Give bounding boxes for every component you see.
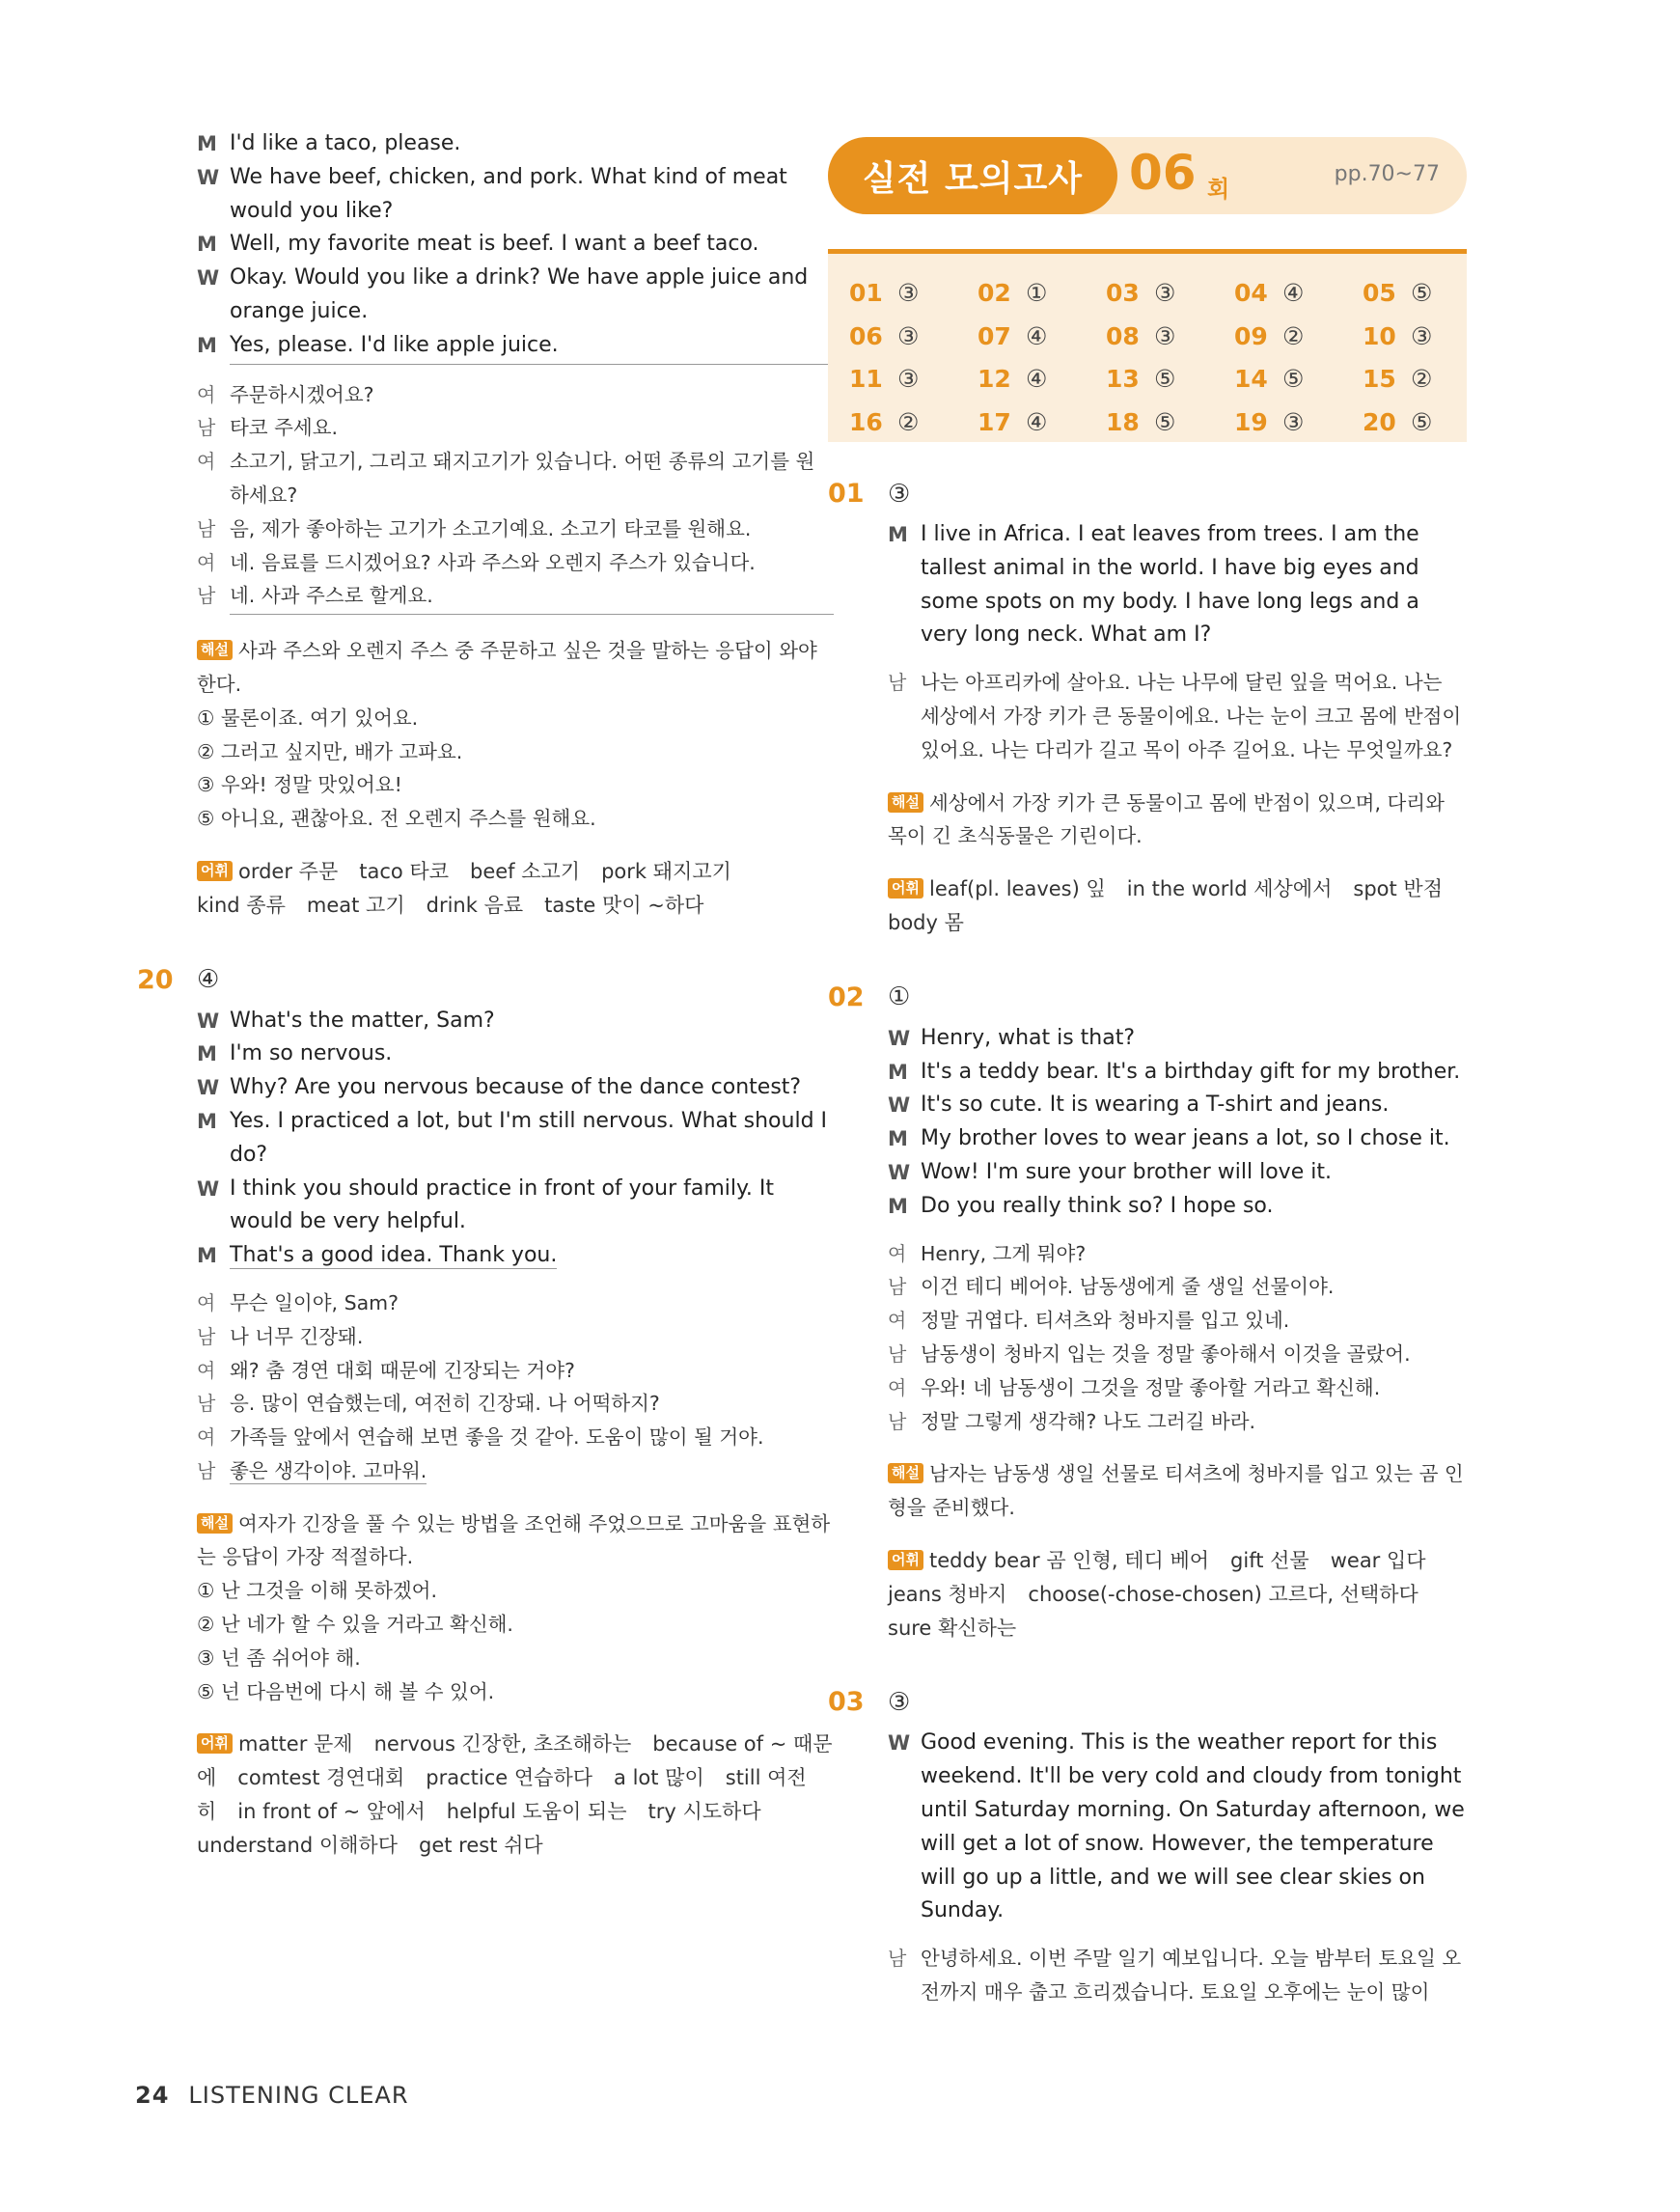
- answer-key-item: [1363, 408, 1491, 443]
- utterance: We have beef, chicken, and pork. What kind of meat would you like?: [230, 164, 787, 223]
- speaker: W: [197, 1076, 220, 1100]
- q02-vocab: [828, 1544, 1465, 1645]
- vocab-item: order 주문: [237, 859, 339, 883]
- q01-dialogue: [828, 518, 1465, 652]
- speaker: 남: [197, 584, 216, 608]
- speaker: M: [197, 1109, 217, 1133]
- vocab-item: practice 연습하다: [426, 1766, 593, 1790]
- answer-key-number: 02: [978, 279, 1011, 307]
- vocab-item: nervous 긴장한, 초조해하는: [373, 1732, 632, 1756]
- answer-key-grid: [828, 249, 1467, 442]
- speaker: M: [888, 1127, 908, 1151]
- translation: 응. 많이 연습했는데, 여전히 긴장돼. 나 어떡하지?: [230, 1392, 660, 1416]
- question-number: 01: [828, 479, 865, 509]
- page-range: pp.70~77: [1334, 162, 1440, 186]
- answer-key-choice: ②: [1282, 321, 1305, 350]
- answer-key-number: 20: [1363, 407, 1396, 436]
- answer-key-choice: ③: [897, 279, 920, 307]
- dialogue-line: [888, 1022, 1465, 1056]
- answer-key-choice: ③: [897, 365, 920, 393]
- answer-key-number: 16: [849, 407, 883, 436]
- korean-line: [197, 579, 834, 615]
- answer-key-number: 17: [978, 407, 1011, 436]
- speaker: M: [197, 1244, 217, 1268]
- speaker: 여: [888, 1241, 907, 1265]
- page-number: 24: [135, 2082, 170, 2109]
- translation: 왜? 춤 경연 대회 때문에 긴장되는 거야?: [230, 1358, 575, 1382]
- translation: 나 너무 긴장돼.: [230, 1324, 364, 1348]
- answer-utterance: Yes, please. I'd like apple juice.: [230, 329, 834, 365]
- answer-key-number: 19: [1234, 407, 1268, 436]
- answer-key-item: [1106, 408, 1234, 443]
- question-answer: ①: [888, 982, 911, 1012]
- translation: 타코 주세요.: [230, 416, 339, 440]
- korean-line: [197, 445, 834, 512]
- q01-korean: [828, 666, 1465, 766]
- q19-vocab: [197, 855, 834, 923]
- vocab-badge: 어휘: [197, 1733, 233, 1754]
- q19-explanation: [197, 634, 834, 836]
- vocab-item: get rest 쉬다: [419, 1833, 543, 1857]
- question-answer: ④: [197, 965, 220, 995]
- speaker: M: [888, 523, 908, 546]
- speaker: M: [197, 1042, 217, 1066]
- answer-key-choice: ④: [1026, 407, 1048, 436]
- translation: 무슨 일이야, Sam?: [230, 1290, 399, 1314]
- speaker: W: [197, 1176, 220, 1201]
- utterance: What's the matter, Sam?: [230, 1008, 495, 1033]
- book-title: LISTENING CLEAR: [188, 2082, 409, 2109]
- option-note: ① 난 그것을 이해 못하겠어.: [197, 1579, 437, 1603]
- answer-key-item: [1234, 408, 1363, 443]
- translation: 가족들 앞에서 연습해 보면 좋을 것 같아. 도움이 많이 될 거야.: [230, 1425, 764, 1450]
- utterance: I'd like a taco, please.: [230, 131, 461, 155]
- answer-key-number: 14: [1234, 365, 1268, 393]
- answer-key-number: 08: [1106, 321, 1140, 350]
- vocab-item: jeans 청바지: [888, 1582, 1007, 1606]
- dialogue-line: [197, 161, 834, 229]
- dialogue-line: [197, 262, 834, 329]
- korean-line: [197, 1320, 834, 1354]
- dialogue-line: [888, 1089, 1465, 1122]
- page-footer: [135, 2082, 409, 2109]
- speaker: 여: [197, 550, 216, 574]
- explanation-badge: 해설: [197, 640, 233, 660]
- vocab-item: in front of ~ 앞에서: [237, 1800, 426, 1824]
- speaker: 남: [197, 1458, 216, 1482]
- answer-key-number: 10: [1363, 321, 1396, 350]
- q01-explanation: [828, 787, 1465, 854]
- utterance: Do you really think so? I hope so.: [921, 1193, 1274, 1218]
- utterance: It's a teddy bear. It's a birthday gift for my brother.: [921, 1059, 1461, 1084]
- answer-key-item: [978, 408, 1106, 443]
- korean-line: [197, 1286, 834, 1320]
- vocab-item: choose(-chose-chosen) 고르다, 선택하다: [1028, 1582, 1418, 1606]
- q20-explanation: [197, 1507, 834, 1709]
- test-header: [828, 137, 1467, 214]
- question-01-header: [828, 479, 1465, 509]
- explanation-badge: 해설: [888, 792, 923, 813]
- dialogue-line: [197, 1173, 834, 1240]
- utterance: I think you should practice in front of your family. It would be very helpful.: [230, 1175, 774, 1234]
- vocab-item: in the world 세상에서: [1126, 877, 1333, 901]
- dialogue-line: [197, 1071, 834, 1105]
- explanation-text: 해설 여자가 긴장을 풀 수 있는 방법을 조언해 주었으므로 고마움을 표현하는 응답이 가장 적절하다.: [197, 1511, 831, 1569]
- utterance: My brother loves to wear jeans a lot, so I chose it.: [921, 1126, 1450, 1151]
- answer-key-item: [1106, 365, 1234, 400]
- q02-korean: [828, 1237, 1465, 1439]
- dialogue-line: [888, 518, 1465, 652]
- speaker: M: [197, 333, 217, 357]
- speaker: 남: [197, 1324, 216, 1348]
- answer-key-choice: ①: [1026, 279, 1048, 307]
- dialogue-line: [197, 1037, 834, 1071]
- q03-korean: [828, 1942, 1465, 2009]
- left-column: [137, 127, 834, 1863]
- speaker: 여: [197, 1290, 216, 1314]
- dialogue-line: [888, 1056, 1465, 1090]
- translation: 소고기, 닭고기, 그리고 돼지고기가 있습니다. 어떤 종류의 고기를 원하세요?: [230, 450, 815, 507]
- answer-key-number: 18: [1106, 407, 1140, 436]
- korean-line: [197, 378, 834, 412]
- option-note: ③ 넌 좀 쉬어야 해.: [197, 1645, 361, 1670]
- speaker: W: [197, 266, 220, 290]
- vocab-badge: 어휘: [888, 1550, 923, 1570]
- answer-key-item: [849, 279, 978, 314]
- vocab-item: leaf(pl. leaves) 잎: [928, 877, 1106, 901]
- utterance: I live in Africa. I eat leaves from trees. I am the tallest animal in the world. I have big eyes and some spots on my body. I have long legs and a very long neck. What am I?: [921, 522, 1419, 648]
- korean-line: [197, 512, 834, 546]
- answer-key-number: 11: [849, 365, 883, 393]
- explanation-badge: 해설: [197, 1513, 233, 1534]
- dialogue-line: [197, 228, 834, 262]
- utterance: Wow! I'm sure your brother will love it.: [921, 1159, 1332, 1184]
- q20-dialogue: [197, 1005, 834, 1273]
- speaker: 남: [888, 1341, 907, 1366]
- answer-key-item: [1234, 322, 1363, 357]
- speaker: 남: [888, 1947, 907, 1971]
- question-answer: ③: [888, 479, 911, 509]
- korean-line: [888, 1304, 1465, 1338]
- answer-key-number: 13: [1106, 365, 1140, 393]
- explanation-badge: 해설: [888, 1463, 923, 1483]
- test-title: 실전 모의고사: [828, 137, 1117, 214]
- answer-key-choice: ⑤: [1411, 279, 1433, 307]
- answer-key-number: 09: [1234, 321, 1268, 350]
- dialogue-line: [197, 329, 834, 365]
- vocab-item: try 시도하다: [647, 1800, 761, 1824]
- dialogue-line: [888, 1190, 1465, 1224]
- answer-key-choice: ③: [1282, 407, 1305, 436]
- answer-key-choice: ④: [1282, 279, 1305, 307]
- answer-key-number: 06: [849, 321, 883, 350]
- answer-key-choice: ③: [897, 321, 920, 350]
- option-note: ② 난 네가 할 수 있을 거라고 확신해.: [197, 1613, 513, 1637]
- korean-line: [888, 666, 1465, 766]
- utterance: Yes. I practiced a lot, but I'm still nervous. What should I do?: [230, 1108, 828, 1167]
- question-20-header: [137, 965, 834, 995]
- vocab-item: matter 문제: [237, 1732, 353, 1756]
- q19-dialogue: [197, 127, 834, 365]
- answer-key-item: [849, 365, 978, 400]
- utterance: It's so cute. It is wearing a T-shirt and jeans.: [921, 1092, 1390, 1118]
- vocab-item: beef 소고기: [469, 859, 581, 883]
- answer-key-number: 04: [1234, 279, 1268, 307]
- speaker: M: [888, 1060, 908, 1084]
- option-note: ⑤ 아니요, 괜찮아요. 전 오렌지 주스를 원해요.: [197, 807, 596, 831]
- dialogue-line: [888, 1727, 1465, 1928]
- korean-line: [197, 546, 834, 580]
- translation: 정말 그렇게 생각해? 나도 그러길 바라.: [921, 1409, 1256, 1433]
- answer-key-choice: ②: [1411, 365, 1433, 393]
- answer-key-item: [1234, 279, 1363, 314]
- korean-line: [888, 1371, 1465, 1405]
- korean-line: [197, 411, 834, 445]
- right-column: [828, 479, 1465, 2009]
- answer-key-number: 07: [978, 321, 1011, 350]
- vocab-item: understand 이해하다: [197, 1833, 399, 1857]
- utterance: Henry, what is that?: [921, 1025, 1136, 1050]
- answer-key-number: 03: [1106, 279, 1140, 307]
- q19-korean: [197, 378, 834, 616]
- vocab-item: body 몸: [888, 910, 964, 934]
- answer-key-choice: ②: [897, 407, 920, 436]
- dialogue-line: [888, 1156, 1465, 1190]
- speaker: W: [888, 1093, 911, 1118]
- translation: 나는 아프리카에 살아요. 나는 나무에 달린 잎을 먹어요. 나는 세상에서 가장 키가 큰 동물이에요. 나는 눈이 크고 몸에 반점이 있어요. 나는 다리가 길고 목이 아주 길어요. 나는 무엇일까요?: [921, 671, 1462, 761]
- korean-line: [888, 1237, 1465, 1271]
- answer-key-number: 01: [849, 279, 883, 307]
- speaker: M: [888, 1194, 908, 1218]
- question-number: 03: [828, 1687, 865, 1718]
- answer-key-item: [978, 322, 1106, 357]
- q01-vocab: [828, 872, 1465, 940]
- speaker: 남: [888, 1275, 907, 1299]
- utterance: Why? Are you nervous because of the dance contest?: [230, 1075, 802, 1100]
- utterance: Good evening. This is the weather report for this weekend. It'll be very cold and cloudy from tonight until Saturday morning. On Saturday afternoon, we will get a lot of snow. However, the temperature will go up a little, and we will see clear skies on Sunday.: [921, 1730, 1465, 1923]
- dialogue-line: [197, 1239, 834, 1273]
- vocab-item: still 여전히: [197, 1766, 807, 1824]
- q02-explanation: [828, 1457, 1465, 1525]
- vocab-item: because of ~ 때문에: [197, 1732, 833, 1790]
- option-note: ③ 우와! 정말 맛있어요!: [197, 773, 402, 797]
- speaker: 남: [888, 671, 907, 695]
- dialogue-line: [197, 1005, 834, 1038]
- speaker: 여: [197, 450, 216, 474]
- translation: Henry, 그게 뭐야?: [921, 1241, 1087, 1265]
- vocab-item: drink 음료: [426, 893, 524, 917]
- vocab-item: spot 반점: [1353, 877, 1443, 901]
- q02-dialogue: [828, 1022, 1465, 1224]
- answer-key-item: [1363, 279, 1491, 314]
- dialogue-line: [197, 127, 834, 161]
- korean-line: [197, 1354, 834, 1388]
- test-number-suffix: 회: [1207, 176, 1230, 203]
- vocab-item: taste 맛이 ~하다: [544, 893, 704, 917]
- translation: 네. 음료를 드시겠어요? 사과 주스와 오렌지 주스가 있습니다.: [230, 550, 756, 574]
- option-note: ⑤ 넌 다음번에 다시 해 볼 수 있어.: [197, 1679, 495, 1703]
- speaker: 여: [197, 1358, 216, 1382]
- utterance: Okay. Would you like a drink? We have apple juice and orange juice.: [230, 265, 809, 323]
- q20-vocab: [197, 1728, 834, 1862]
- translation: 정말 귀엽다. 티셔츠와 청바지를 입고 있네.: [921, 1309, 1290, 1333]
- q03-dialogue: [828, 1727, 1465, 1928]
- answer-key-choice: ④: [1026, 365, 1048, 393]
- speaker: W: [197, 1009, 220, 1033]
- speaker: 여: [888, 1309, 907, 1333]
- answer-key-choice: ④: [1026, 321, 1048, 350]
- option-note: ① 물론이죠. 여기 있어요.: [197, 705, 419, 730]
- vocab-item: wear 입다: [1330, 1548, 1426, 1572]
- answer-key-item: [1363, 365, 1491, 400]
- speaker: W: [888, 1160, 911, 1184]
- answer-key-item: [1363, 322, 1491, 357]
- korean-line: [888, 1270, 1465, 1304]
- answer-key-item: [849, 322, 978, 357]
- answer-key-choice: ③: [1154, 279, 1176, 307]
- translation: 우와! 네 남동생이 그것을 정말 좋아할 거라고 확신해.: [921, 1375, 1381, 1399]
- dialogue-line: [888, 1122, 1465, 1156]
- answer-key-choice: ③: [1154, 321, 1176, 350]
- answer-key-number: 05: [1363, 279, 1396, 307]
- vocab-item: taco 타코: [359, 859, 449, 883]
- translation: 좋은 생각이야. 고마워.: [230, 1458, 427, 1482]
- vocab-badge: 어휘: [197, 861, 233, 881]
- speaker: 남: [197, 416, 216, 440]
- vocab-item: sure 확신하는: [888, 1616, 1017, 1640]
- question-02-header: [828, 982, 1465, 1012]
- answer-key-number: 12: [978, 365, 1011, 393]
- korean-line: [888, 1942, 1465, 2009]
- speaker: W: [888, 1026, 911, 1050]
- vocab-item: pork 돼지고기: [601, 859, 731, 883]
- question-number: 20: [137, 964, 174, 995]
- utterance: I'm so nervous.: [230, 1041, 393, 1066]
- vocab-item: kind 종류: [197, 893, 286, 917]
- answer-utterance: That's a good idea. Thank you.: [230, 1243, 558, 1268]
- q20-korean: [197, 1286, 834, 1488]
- answer-key-choice: ⑤: [1154, 407, 1176, 436]
- speaker: W: [197, 165, 220, 189]
- speaker: 남: [197, 516, 216, 540]
- korean-line: [888, 1338, 1465, 1371]
- speaker: 남: [888, 1409, 907, 1433]
- explanation-text: 해설 사과 주스와 오렌지 주스 중 주문하고 싶은 것을 말하는 응답이 와야 한다.: [197, 639, 817, 696]
- translation: 이건 테디 베어야. 남동생에게 줄 생일 선물이야.: [921, 1275, 1335, 1299]
- vocab-item: helpful 도움이 되는: [446, 1800, 627, 1824]
- translation: 음, 제가 좋아하는 고기가 소고기예요. 소고기 타코를 원해요.: [230, 516, 752, 540]
- explanation-text: 해설 남자는 남동생 생일 선물로 티셔츠에 청바지를 입고 있는 곰 인형을 준비했다.: [888, 1462, 1464, 1520]
- translation: 네. 사과 주스로 할게요.: [230, 579, 834, 615]
- speaker: 여: [197, 382, 216, 406]
- answer-key-choice: ⑤: [1282, 365, 1305, 393]
- vocab-item: teddy bear 곰 인형, 테디 베어: [928, 1548, 1210, 1572]
- korean-line: [197, 1387, 834, 1421]
- test-number: 06: [1129, 145, 1197, 201]
- answer-key-item: [1106, 322, 1234, 357]
- translation: 남동생이 청바지 입는 것을 정말 좋아해서 이것을 골랐어.: [921, 1341, 1411, 1366]
- vocab-item: gift 선물: [1230, 1548, 1309, 1572]
- korean-line: [197, 1454, 834, 1488]
- answer-key-number: 15: [1363, 365, 1396, 393]
- answer-key-choice: ⑤: [1154, 365, 1176, 393]
- question-number: 02: [828, 982, 865, 1012]
- translation: 주문하시겠어요?: [230, 382, 374, 406]
- answer-key-item: [849, 408, 978, 443]
- question-answer: ③: [888, 1687, 911, 1717]
- answer-key-choice: ⑤: [1411, 407, 1433, 436]
- speaker: M: [197, 132, 217, 155]
- vocab-badge: 어휘: [888, 878, 923, 899]
- speaker: M: [197, 233, 217, 257]
- speaker: 여: [197, 1425, 216, 1450]
- vocab-item: comtest 경연대회: [237, 1766, 405, 1790]
- korean-line: [888, 1405, 1465, 1439]
- utterance: Well, my favorite meat is beef. I want a beef taco.: [230, 232, 759, 257]
- explanation-text: 해설 세상에서 가장 키가 큰 동물이고 몸에 반점이 있으며, 다리와 목이 긴 초식동물은 기린이다.: [888, 790, 1445, 848]
- answer-key-item: [1106, 279, 1234, 314]
- dialogue-line: [197, 1105, 834, 1173]
- vocab-item: a lot 많이: [614, 1766, 704, 1790]
- vocab-item: meat 고기: [306, 893, 405, 917]
- option-note: ② 그러고 싶지만, 배가 고파요.: [197, 739, 463, 763]
- translation: 안녕하세요. 이번 주말 일기 예보입니다. 오늘 밤부터 토요일 오전까지 매우 춥고 흐리겠습니다. 토요일 오후에는 눈이 많이: [921, 1947, 1462, 2004]
- speaker: W: [888, 1731, 911, 1756]
- question-03-header: [828, 1687, 1465, 1717]
- answer-key-item: [978, 365, 1106, 400]
- answer-key-item: [1234, 365, 1363, 400]
- korean-line: [197, 1421, 834, 1454]
- speaker: 여: [888, 1375, 907, 1399]
- answer-key-choice: ③: [1411, 321, 1433, 350]
- answer-key-item: [978, 279, 1106, 314]
- speaker: 남: [197, 1392, 216, 1416]
